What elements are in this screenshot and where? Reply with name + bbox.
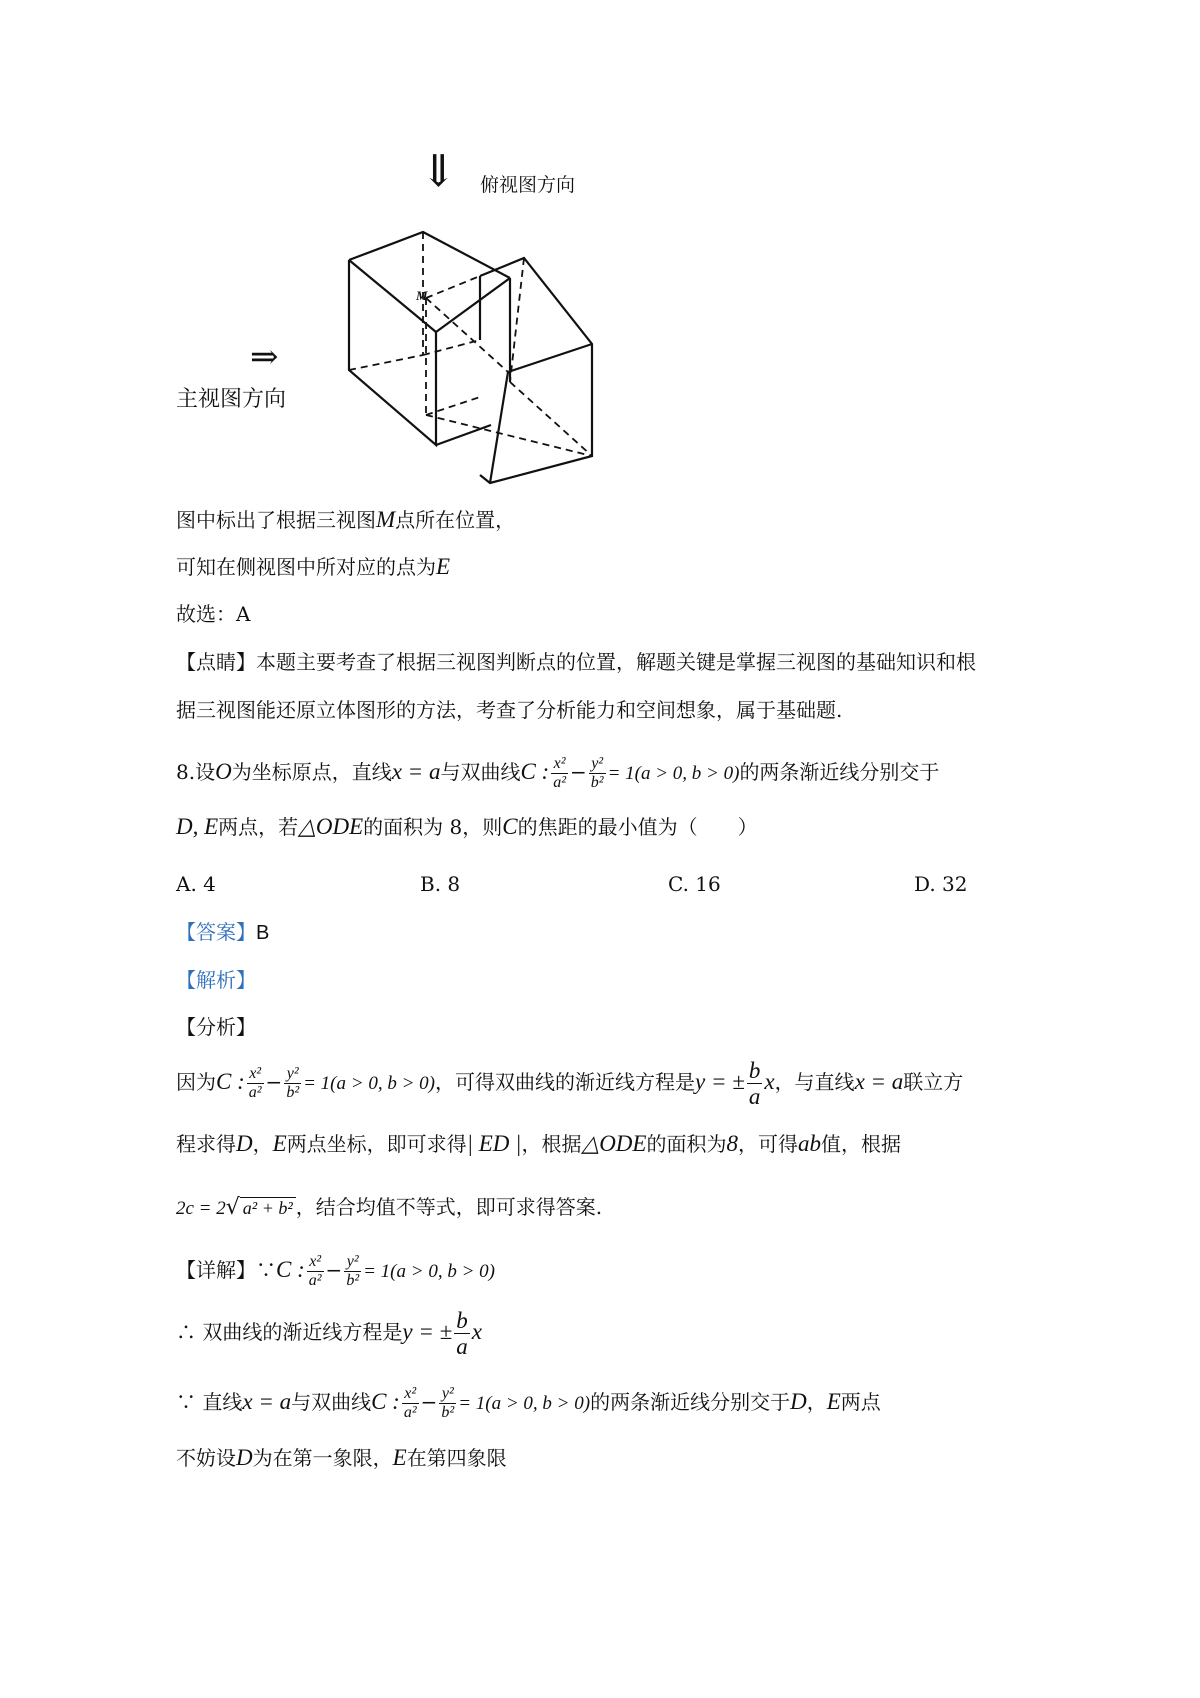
front-view-direction-label: 主视图方向 [176, 387, 287, 412]
option-a: A. 4 [176, 872, 216, 896]
conclusion-line-2: 可知在侧视图中所对应的点为E [176, 554, 451, 579]
detail-line-1: 【详解】∵C : $\frac{\text{x²}}{\text{a²}}$ − $\frac{\text{y²}}{\text{b²}}$ = 1(a > 0, b > 0) [176, 1253, 495, 1289]
question-8-line-2: D, E两点，若△ODE的面积为 8，则C的焦距的最小值为（ ） [176, 814, 758, 839]
option-b: B. 8 [420, 872, 461, 896]
option-d: D. 32 [914, 872, 968, 896]
detail-line-2: ∴ 双曲线的渐近线方程是y = ± $\frac{b}{a}$ x [176, 1308, 482, 1359]
analysis-line-2: 程求得D，E两点坐标，即可求得| ED |，根据△ODE的面积为8，可得ab值，根据 [176, 1131, 901, 1156]
analysis-line-1: 因为C : $\frac{\text{x²}}{\text{a²}}$ − $\frac{\text{y²}}{\text{b²}}$ = 1(a > 0, b > 0)，可得双曲线的渐近线方程是y = ± $\frac{b}{a}$ x，与直线x = a联立方 [176, 1058, 964, 1109]
comment-line-1: 【点睛】本题主要考查了根据三视图判断点的位置，解题关键是掌握三视图的基础知识和根 [176, 650, 976, 674]
analysis-heading: 【分析】 [176, 1015, 256, 1039]
question-8-line-1: 8.设O为坐标原点，直线x = a与双曲线C : $\frac{\text{x²}}{\text{a²}}$ − $\frac{\text{y²}}{\text{b²}}$ = 1(a > 0, b > 0)的两条渐近线分别交于 [176, 755, 940, 791]
analysis-line-3: 2c = 2√ a² + b² ，结合均值不等式，即可求得答案. [176, 1195, 603, 1220]
conclusion-line-1: 图中标出了根据三视图M点所在位置， [176, 507, 516, 532]
top-view-direction-label: 俯视图方向 [480, 174, 576, 196]
right-arrow-icon: ⇒ [250, 337, 279, 377]
choice-line: 故选：A [176, 602, 251, 626]
detail-line-3: ∵ 直线x = a与双曲线C : $\frac{\text{x²}}{\text{a²}}$ − $\frac{\text{y²}}{\text{b²}}$ = 1(a > 0, b > 0)的两条渐近线分别交于D，E两点 [176, 1385, 881, 1421]
comment-line-2: 据三视图能还原立体图形的方法，考查了分析能力和空间想象，属于基础题. [176, 698, 843, 722]
down-arrow-icon: ⇓ [420, 146, 457, 197]
detail-line-4: 不妨设D为在第一象限，E在第四象限 [176, 1445, 507, 1470]
analysis-tag: 【解析】 [176, 968, 256, 992]
answer-line: 【答案】B [176, 920, 270, 944]
solid-diagram [330, 220, 610, 495]
point-m-label: M [416, 288, 428, 303]
option-c: C. 16 [668, 872, 721, 896]
